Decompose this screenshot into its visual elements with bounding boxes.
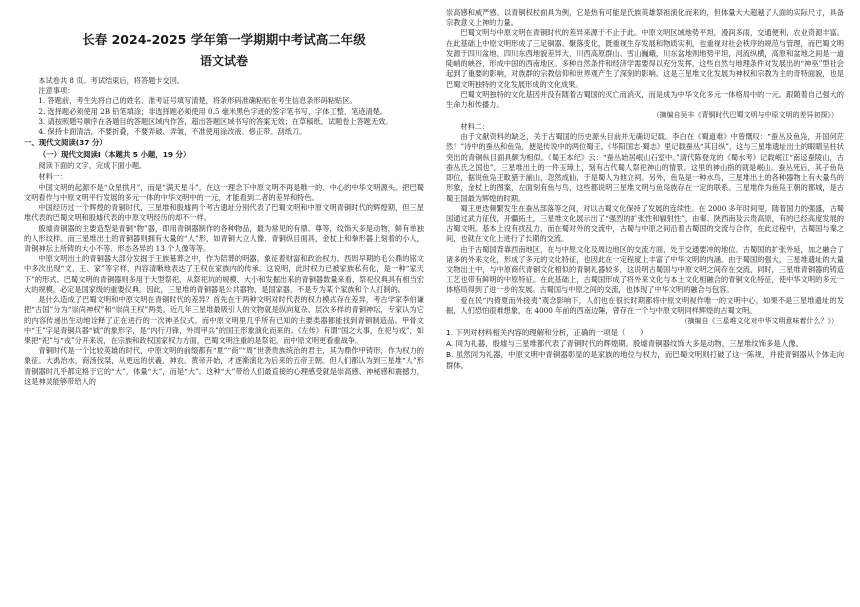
- body-paragraph: 蜀王更迭频繁发生在蚕丛部落等之间，对以古蜀文化保持了发展的连续性。在 2000 多年时间里，随着国力的强盛，古蜀国通过武力征伐，开疆拓土，三星堆文化展示出了“强烈的扩张性和辐射性”，由秦、陕西南及云贵高原，有的已经高度发展的古蜀文明。基本上没有扰乱力，而在蜀对外的交流中，古蜀与中原之间沿着古蜀国的交流与合作，在此过程中，古蜀国与秦之间，也就在文化上进行了长期的交流。: [446, 203, 844, 244]
- body-paragraph: 青铜时代是一个比较英雄的时代，中原文明的前缀都有“夏”“商”“周”世袭贵族统治的君主，其为鼎作甲铸形，作为权力的象征。大禹治水，商汤伐桀，从更远的伏羲、神农、黄帝开始，才逐渐演化为后来的五帝王朝。但人们都认为到三星堆“人”形青铜器时几乎都定格于它的“大”，体量“大”，而是“大”。这种“大”带给人们最直接的心理感受就是崇高感、神秘感和震撼力，这是神灵能够带给人的: [24, 346, 424, 386]
- note-item: 4. 保持卡面清洁，不要折叠，不要弄破、弄皱，不准使用涂改液、修正带、刮纸刀。: [38, 127, 307, 137]
- right-column: [446, 8, 844, 603]
- left-column: [24, 8, 424, 603]
- body-paragraph: 巴蜀文明与中原文明在青铜时代的差异来源于不止于此。中原文明区域地势平坦，漫润多雨，交通便利，农业资源丰富。在此基础上中原文明形成了三足铜器、聚落变化，既重视生存发展和物质实利，也重视对社会秩序的规范与管理，而巴蜀文明发源于四川盆地，四川东西地貌差异大，川西高原群山、雪山巍峨，川东盆地则地势平坦，河流纵横，高原和盆地之间是一道陡峭的峡谷，形成中国的西南地区。多种自然条件和经济学需要得以充分发挥，这些自然与地理条件对发展出的“神巫”型社会起到了重要的影响，对族群的宗教信仰和世界观产生了深刻的影响。这是三星堆文化发展为神权和宗教为主的奇特面貌，也是巴蜀文明独特的文化发展形成的文化成果。: [446, 28, 844, 89]
- body-paragraph: 中国文明的起源不是“众星拱月”，而是“满天星斗”。在这一理念下中原文明不再是唯一的、中心的中华文明源头。把巴蜀文明看作与中原文明平行发展的多元一体的中华文明中的一元，才能看到二者的差异和特色。: [24, 182, 424, 202]
- notes-heading: 注意事项：: [38, 86, 75, 96]
- body-paragraph: 中国经历过一个辉煌的青铜时代，三星堆和殷墟两个考古遗址分别代表了巴蜀文明和中原文明青铜时代的辉煌期，但三星堆代表的巴蜀文明和殷墟代表的中原文明经历的却不一样。: [24, 203, 424, 223]
- exam-title: 长春 2024-2025 学年第一学期期中考试高二年级: [82, 32, 366, 47]
- source-citation: （摘编自吴丰《青铜时代巴蜀文明与中原文明的差异初探》）: [652, 111, 838, 120]
- body-paragraph: 巴蜀文明独特的文化基因并没有随着古蜀国的灭亡而消灭，而是成为中华文化多元一体格局中的一元。跟随着自己强大的生命力和传播力。: [446, 89, 844, 109]
- body-paragraph: 中原文明出土的青铜器大部分发掘于王族墓葬之中，作为陪葬的明器，象征着财富和政治权力。西周早期的毛公鼎的铭文中多次出现“文、王、家”等字样，内容清晰地表达了王权在家族内的传承。这说明，此时权力已被家族私有化，是一种“家天下”的形式。巴蜀文明的青铜器则多用于大型祭祀，从祭祀坑的规模、大小和发掘出来的青铜器数量来看，祭祀仪典具有相当宏大的规模，必定是国家级的重要仪典。因此，三星堆的青铜器是公共器物，是国家器，不是专为某个家族和个人打制的。: [24, 254, 424, 294]
- question-stem: 1. 下列对材料相关内容的理解和分析，正确的一项是（ ）: [446, 327, 648, 337]
- exam-intro: 本试卷共 8 页。考试结束后，将答题卡交回。: [38, 76, 185, 85]
- body-paragraph: 爱在民“内倚夏而外接夷”观念影响下，人们也在很长时期都将中原文明视作唯一的文明中心，如果不是三星堆遗址的发掘，人们恐怕很难想象，在 4000 年前的西南边陲，曾存在一个与中原文明同样辉煌的古蜀文明。: [446, 295, 844, 315]
- section-heading: 一、现代文阅读(37 分）: [24, 138, 107, 148]
- question-option-b: B. 虽然同为礼器，中原文明中青铜器彰显的是家族的地位与权力，而巴蜀文明则打破了这一陈规，并使青铜器从个体走向群体。: [446, 349, 844, 370]
- body-paragraph: 由于文献资料的缺乏，关于古蜀国的历史源头目前并无确切记载。李白在《蜀道难》中曾慨叹：“蚕丛及鱼凫，开国何茫然！”诗中的蚕丛和鱼凫，便是传说中的两位蜀王。《华阳国志·蜀志》里记载蚕丛“其目纵”，这与三星堆遗址出土的眼睛呈柱状突出的青铜纵目面具颇为相似。《蜀王本纪》云：“蚕丛始居岷山石室中。”清代陈登龙的《蜀水考》记载岷江“南迳蚕陵山，古蚕丛氏之国也”，三星堆出土的一件玉璋上，刻有古代蜀人祭祀神山的情景。这里的神山指的就是岷山。蚕丛死后，其子鱼凫即位，据说鱼凫王畋猎于湔山，忽然成仙，于是蜀人为他立祠。另外，鱼凫是一种水鸟，三星堆出土的各种器物上有大量鸟的形象，金杖上的图案，左面刻有鱼与鸟，这些都说明三星堆文明与鱼凫族存在一定的联系。三星堆作为鱼凫王朝的都城，是古蜀王国最为辉煌的时期。: [446, 132, 844, 203]
- material-one-label: 材料一：: [38, 172, 68, 182]
- subsection-heading: （一）现代文阅读Ⅰ（本题共 5 小题，19 分）: [38, 150, 191, 160]
- exam-subtitle: 语文试卷: [199, 54, 248, 68]
- body-paragraph: 崇高感和威严感。以青铜权杖面具为例，它是热有可能是氏族英雄祭祖演化而来的，但体量大大超越了人面的实际尺寸，具备宗教意义上神的力量。: [446, 8, 844, 28]
- note-item: 1. 答题前，考生先将自己的姓名、准考证号填写清楚，将条形码准确粘贴在考生信息条形码粘贴区。: [38, 96, 357, 106]
- body-paragraph: 殷墟青铜器的主要造型是青铜“物”器，即用青铜器制作的各种物品，最为常见的有鼎、尊等，纹饰大多是动物，鲜有单独的人形纹样。而三星堆出土的青铜器则拥有大量的“人”形，如青铜大立人像、青铜纵目面具，金杖上和拳形器上刻着的小人，青铜神坛上所铸的大小不等、形态各异的 13 个人像等等。: [24, 223, 424, 254]
- source-citation: （摘编自《三星堆文化对中华文明意味着什么？》）: [680, 317, 838, 326]
- reading-instruction: 阅读下面的文字，完成下面小题。: [38, 161, 147, 170]
- body-paragraph: 由于古蜀国背靠西南地区，在与中原文化及周边地区的交流方面，处于交通要冲的地位。古蜀国的扩张外延，加之融合了诸多的外来文化，形成了多元的文化特征，也因此在一定程度上丰富了中华文明的内涵。由于蜀国的强大，三星堆遗址的大量文物出土中，与中原商代青铜文化相似的青铜礼器较多，这说明古蜀国与中原文明之间存在交流，同时，三星堆青铜器的铸造工艺也带有鲜明的中原特征。在此基础上，古蜀国形成了将外来文化与本土文化相融合的青铜文化特征，使中华文明的多元一体格局得到了进一步的发展。古蜀国与中原之间的交流，也体现了中华文明的融合与包容。: [446, 244, 844, 295]
- note-item: 2. 选择题必须使用 2B 铅笔填涂；非选择题必须使用 0.5 毫米黑色字迹的签字笔书写，字体工整、笔迹清楚。: [38, 106, 388, 116]
- material-two-label: 材料二：: [460, 121, 490, 131]
- note-item: 3. 请按照题号顺序在各题目的答题区域内作答，超出答题区域书写的答案无效；在草稿纸、试题卷上答题无效。: [38, 116, 393, 126]
- question-option-a: A. 同为礼器，殷墟与三星堆都代表了青铜时代的辉煌期。殷墟青铜器纹饰大多是动物，三星堆纹饰多是人像。: [446, 338, 803, 348]
- body-paragraph: 是什么造成了巴蜀文明和中原文明在青铜时代的差异？首先在于两种文明对时代表的权力模式存在差异，考古学家李伯谦把“古国”分为“崇尚神权”和“崇尚王权”两类。近几年三星堆最吸引人的文物就是纵向复杂、层次多样的青铜神坛，专家认为它的内容传递出生动地诠释了正在进行的一次神圣仪式。而中原文明里几乎所有已知的主要类器都能找到青铜制造品。甲骨文中“王”字是青铜兵器“钺”的象形字，是“内行刀锋，外周甲兵”的国王形象演化而来的。《左传》有谓“国之大事，在祀与戎”，如果把“祀”与“戎”分开来说，在宗族和政权国家权力方面，巴蜀文明注重的是祭祀，而中原文明更看重战争。: [24, 295, 424, 346]
